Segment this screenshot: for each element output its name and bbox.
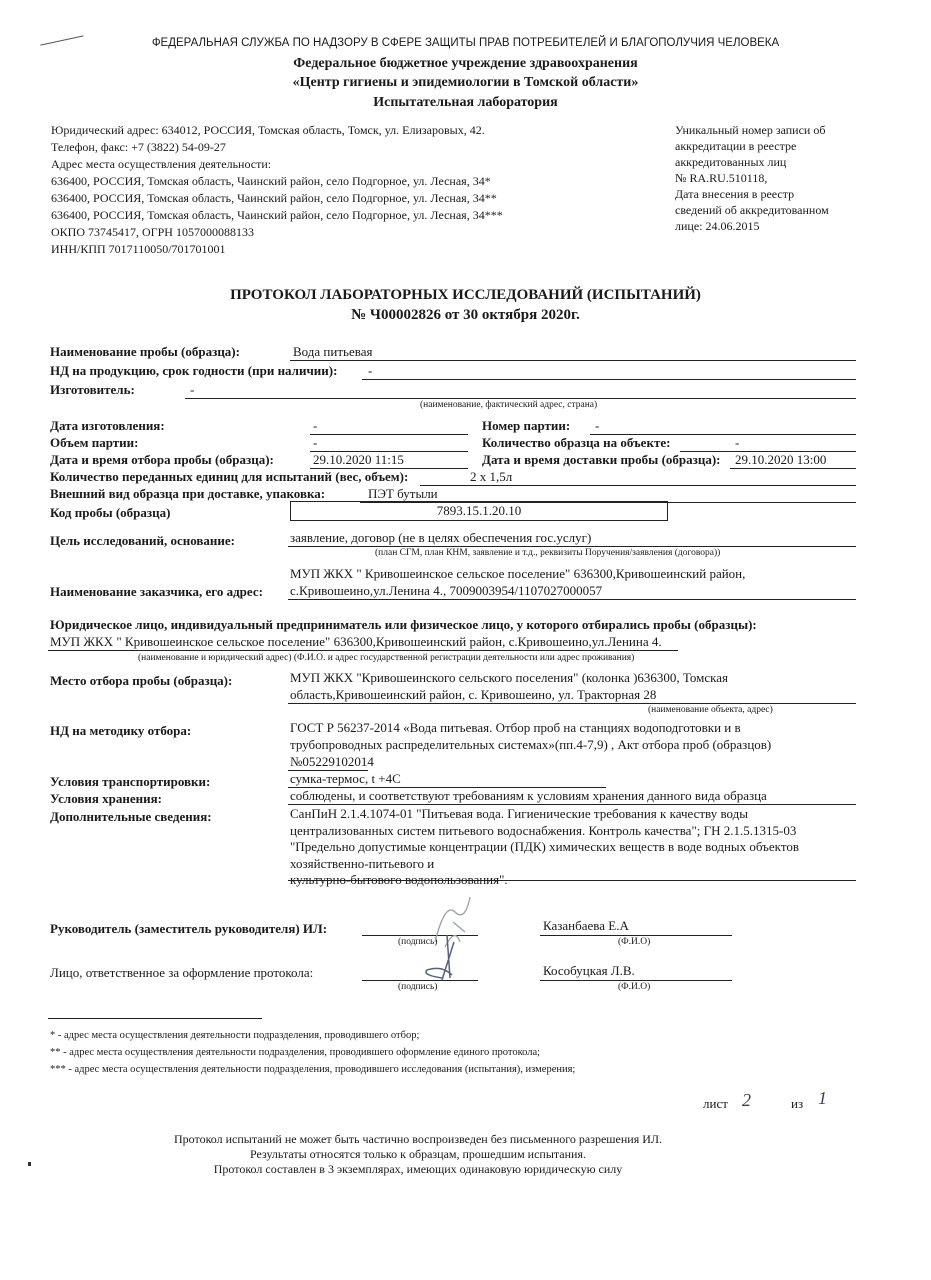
sampling-place-line1: МУП ЖКХ "Кривошеинского сельского поселения" (колонка )636300, Томская [290, 670, 729, 685]
made-date-label: Дата изготовления: [50, 418, 165, 433]
underline [185, 398, 856, 399]
underline [288, 599, 856, 600]
head-label: Руководитель (заместитель руководителя) ИЛ: [50, 921, 328, 936]
legal-entity-value: МУП ЖКХ " Кривошеинское сельское поселение" 636300,Кривошеинский район, с.Кривошеино,ул.Ленина 4. [50, 634, 662, 649]
underline [288, 880, 856, 881]
handwritten-signature [412, 930, 482, 990]
scan-dot [28, 1162, 31, 1166]
accreditation-line: Уникальный номер записи об [675, 123, 826, 137]
sampling-place-line2: область,Кривошеинский район, с. Кривошеино, ул. Тракторная 28 [290, 687, 657, 702]
footnote-3: *** - адрес места осуществления деятельности подразделения, проводившего исследования (испытания), измерения; [50, 1064, 576, 1075]
protocol-number: № Ч00002826 от 30 октября 2020г. [351, 307, 580, 323]
fio-caption: (Ф.И.О) [618, 937, 651, 947]
accreditation-line: лице: 24.06.2015 [675, 219, 760, 233]
accreditation-line: Дата внесения в реестр [675, 187, 795, 201]
head-name: Казанбаева Е.А [543, 918, 629, 933]
footnote-1: * - адрес места осуществления деятельности подразделения, проводившего отбор; [50, 1030, 420, 1041]
fio-line [540, 980, 732, 981]
results-note: Результаты относятся только к образцам, прошедшим испытания. [249, 1147, 586, 1161]
units-value: 2 х 1,5л [470, 469, 513, 484]
extra-info-line: "Предельно допустимые концентрации (ПДК) химических веществ в воде водных объектов [290, 839, 799, 854]
delivery-datetime-value: 29.10.2020 13:00 [735, 452, 827, 467]
extra-info-block [290, 806, 799, 889]
signature-caption: (подпись) [398, 982, 438, 992]
accreditation-line: аккредитованных лиц [675, 155, 787, 169]
maker-value: - [190, 382, 195, 397]
responsible-name: Кособуцкая Л.В. [543, 963, 635, 978]
units-label: Количество переданных единиц для испытаний (вес, объем): [50, 469, 409, 484]
protocol-title: ПРОТОКОЛ ЛАБОРАТОРНЫХ ИССЛЕДОВАНИЙ (ИСПЫТАНИЙ) [230, 287, 701, 303]
method-label: НД на методику отбора: [50, 723, 192, 738]
maker-caption: (наименование, фактический адрес, страна) [420, 400, 598, 410]
purpose-label: Цель исследований, основание: [50, 533, 236, 548]
purpose-value: заявление, договор (не в целях обеспечения гос.услуг) [290, 530, 592, 545]
accreditation-line: аккредитации в реестре [675, 139, 797, 153]
code-label: Код пробы (образца) [50, 505, 171, 520]
appearance-value: ПЭТ бутыли [368, 486, 438, 501]
agency-name: ФЕДЕРАЛЬНАЯ СЛУЖБА ПО НАДЗОРУ В СФЕРЕ ЗАЩИТЫ ПРАВ ПОТРЕБИТЕЛЕЙ И БЛАГОПОЛУЧИЯ ЧЕЛОВЕКА [151, 37, 780, 49]
underline [288, 804, 856, 805]
sampling-place-label: Место отбора пробы (образца): [50, 673, 233, 688]
extra-info-line: хозяйственно-питьевого и [290, 855, 435, 871]
sample-name-label: Наименование пробы (образца): [50, 344, 240, 359]
sheet-label: лист [703, 1096, 728, 1111]
customer-line1: МУП ЖКХ " Кривошеинское сельское поселение" 636300,Кривошеинский район, [290, 566, 746, 581]
purpose-caption: (план СГМ, план КНМ, заявление и т.д., реквизиты Поручения/заявления (договора)) [375, 548, 721, 558]
underline [288, 703, 856, 704]
underline [420, 485, 856, 486]
underline [310, 434, 468, 435]
nd-label: НД на продукцию, срок годности (при наличии): [50, 363, 338, 378]
okpo-ogrn: ОКПО 73745417, ОГРН 1057000088133 [51, 225, 254, 239]
fio-caption: (Ф.И.О) [618, 982, 651, 992]
of-label: из [791, 1096, 804, 1111]
extra-info-line: СанПиН 2.1.4.1074-01 "Питьевая вода. Гигиенические требования к качеству воды [290, 806, 749, 821]
extra-info-line: централизованных систем питьевого водоснабжения. Контроль качества"; ГН 2.1.5.1315-03 [290, 822, 797, 838]
extra-info-line: культурно-бытового водопользования". [290, 872, 508, 887]
lab-name: Испытательная лаборатория [373, 95, 558, 110]
underline [288, 546, 856, 547]
code-value: 7893.15.1.20.10 [436, 503, 522, 518]
fio-line [540, 935, 732, 936]
accreditation-line: № RA.RU.510118, [675, 171, 768, 185]
qty-on-site-value: - [735, 435, 740, 450]
reproduction-note: Протокол испытаний не может быть частично воспроизведен без письменного разрешения ИЛ. [173, 1132, 663, 1146]
legal-entity-label: Юридическое лицо, индивидуальный предприниматель или физическое лицо, у которого отбирались пробы (образцы): [50, 617, 757, 632]
made-date-value: - [313, 418, 318, 433]
sampling-datetime-value: 29.10.2020 11:15 [313, 452, 404, 467]
batch-no-label: Номер партии: [482, 418, 571, 433]
copies-note: Протокол составлен в 3 экземплярах, имеющих одинаковую юридическую силу [213, 1162, 623, 1176]
signature-caption: (подпись) [398, 937, 438, 947]
sampling-place-caption: (наименование объекта, адрес) [648, 705, 773, 715]
nd-value: - [368, 363, 373, 378]
transport-label: Условия транспортировки: [50, 774, 211, 789]
method-line1: ГОСТ Р 56237-2014 «Вода питьевая. Отбор проб на станциях водоподготовки и в [290, 720, 741, 735]
underline [48, 650, 678, 651]
extra-info-label: Дополнительные сведения: [50, 809, 212, 824]
inn-kpp: ИНН/КПП 7017110050/701701001 [51, 242, 226, 256]
org-name-line1: Федеральное бюджетное учреждение здравоохранения [293, 56, 638, 71]
storage-value: соблюдены, и соответствуют требованиям к условиям хранения данного вида образца [290, 788, 767, 803]
appearance-label: Внешний вид образца при доставке, упаковка: [50, 486, 326, 501]
activity-address-label: Адрес места осуществления деятельности: [51, 157, 272, 171]
batch-no-value: - [595, 418, 600, 433]
accreditation-block [675, 122, 829, 234]
delivery-datetime-label: Дата и время доставки пробы (образца): [482, 452, 721, 467]
batch-vol-value: - [313, 435, 318, 450]
sheet-number: 2 [742, 1090, 751, 1110]
method-line2: трубопроводных распределительных системах»(пп.4-7,9) , Акт отбора проб (образцов) [290, 737, 772, 752]
batch-vol-label: Объем партии: [50, 435, 139, 450]
accreditation-line: сведений об аккредитованном [675, 203, 829, 217]
underline [730, 468, 856, 469]
phone: Телефон, факс: +7 (3822) 54-09-27 [51, 140, 226, 154]
activity-address-3: 636400, РОССИЯ, Томская область, Чаинский район, село Подгорное, ул. Лесная, 34*** [51, 208, 503, 222]
total-sheets: 1 [818, 1088, 827, 1108]
customer-label: Наименование заказчика, его адрес: [50, 584, 263, 599]
sample-name-value: Вода питьевая [293, 344, 373, 359]
legal-entity-caption: (наименование и юридический адрес) (Ф.И.О. и адрес государственной регистрации деятельности или адрес проживания) [138, 653, 635, 663]
qty-on-site-label: Количество образца на объекте: [482, 435, 671, 450]
activity-address-2: 636400, РОССИЯ, Томская область, Чаинский район, село Подгорное, ул. Лесная, 34** [51, 191, 497, 205]
footnote-divider [48, 1018, 262, 1019]
storage-label: Условия хранения: [50, 791, 163, 806]
org-name-line2: «Центр гигиены и эпидемиологии в Томской области» [292, 75, 639, 90]
sampling-datetime-label: Дата и время отбора пробы (образца): [50, 452, 274, 467]
contacts-block [51, 122, 503, 258]
transport-value: сумка-термос, t +4С [290, 771, 401, 786]
responsible-label: Лицо, ответственное за оформление протокола: [50, 965, 314, 980]
maker-label: Изготовитель: [50, 382, 135, 397]
footnote-2: ** - адрес места осуществления деятельности подразделения, проводившего оформление единого протокола; [50, 1047, 541, 1058]
underline [290, 360, 856, 361]
underline [362, 379, 856, 380]
legal-address: Юридический адрес: 634012, РОССИЯ, Томская область, Томск, ул. Елизаровых, 42. [51, 123, 485, 137]
customer-line2: с.Кривошеино,ул.Ленина 4., 7009003954/1107027000057 [290, 583, 603, 598]
activity-address-1: 636400, РОССИЯ, Томская область, Чаинский район, село Подгорное, ул. Лесная, 34* [51, 174, 491, 188]
method-line3: №05229102014 [290, 754, 374, 769]
